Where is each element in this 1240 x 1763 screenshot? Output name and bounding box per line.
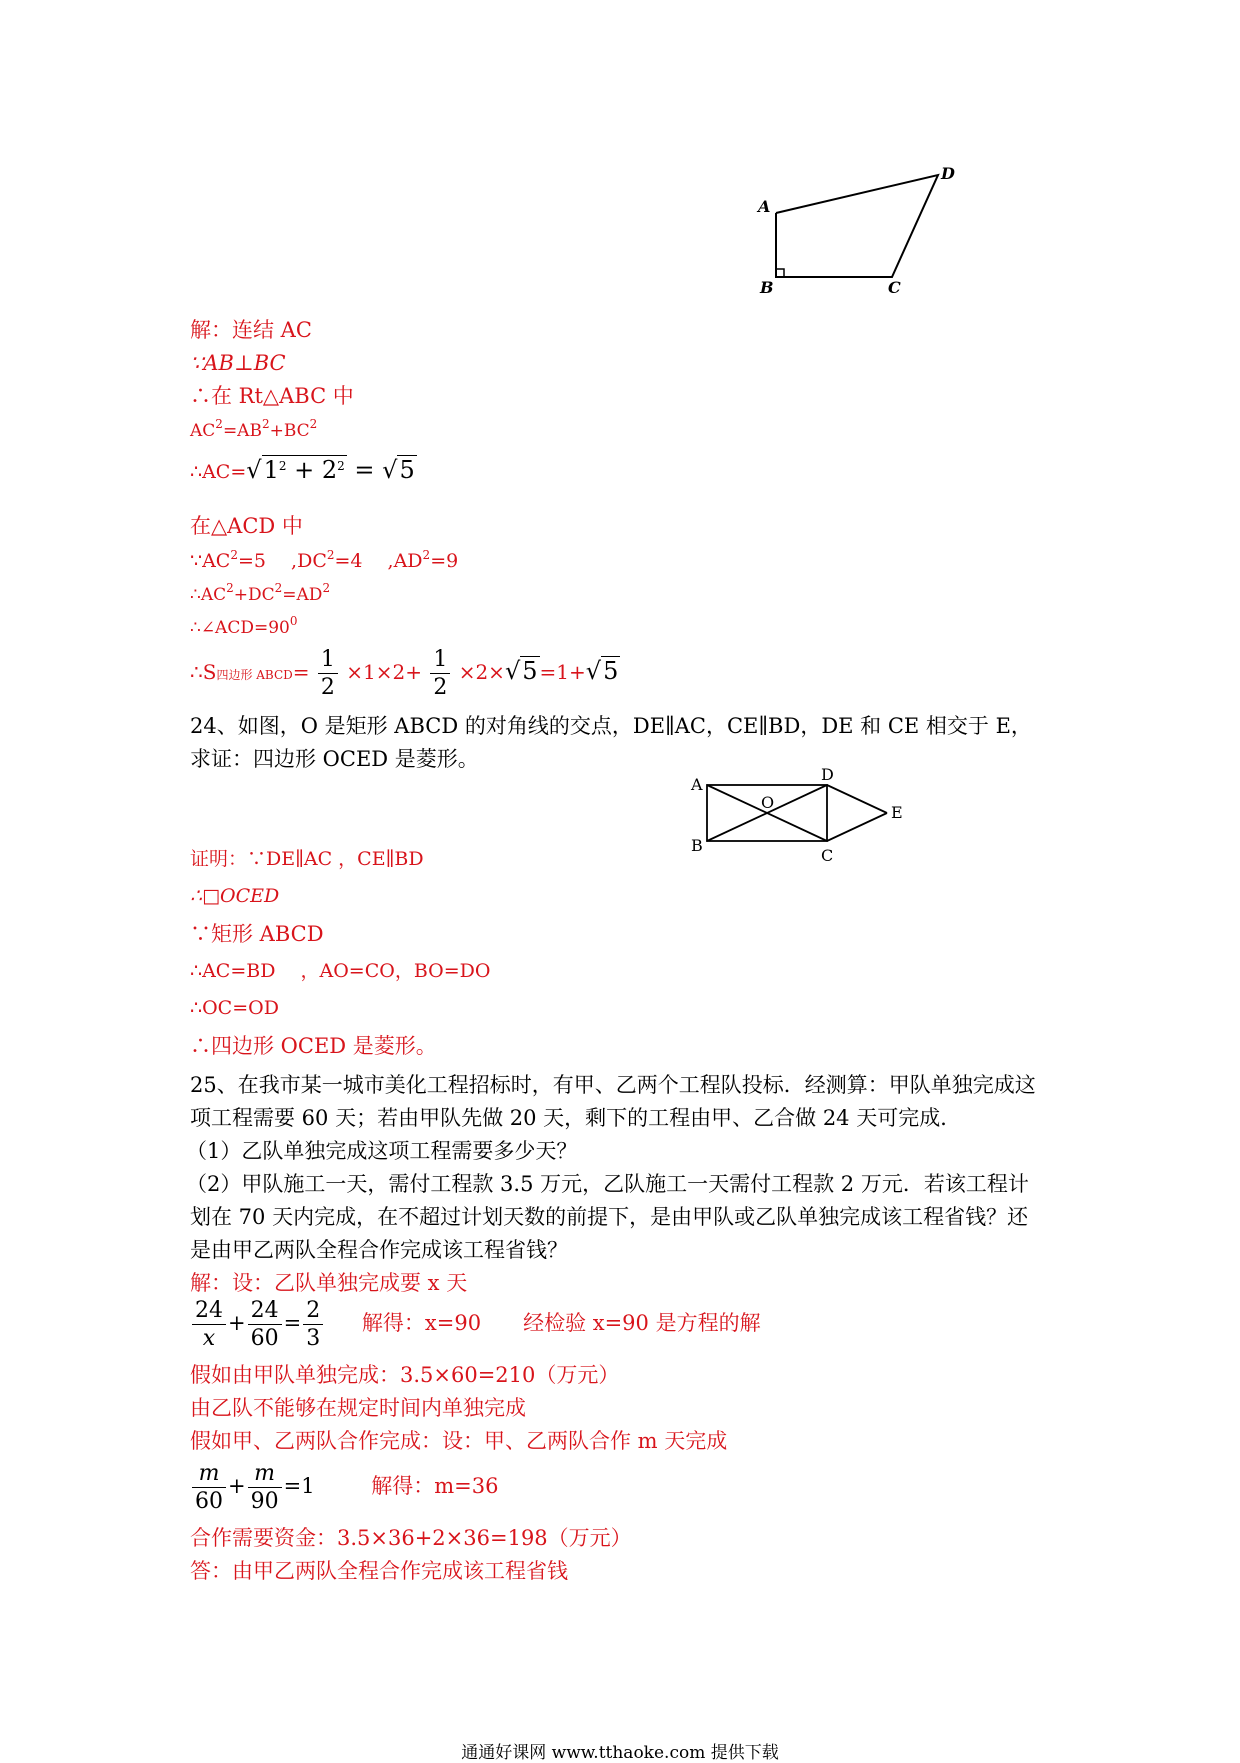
sol25-line3: 假如由甲队单独完成：3.5×60=210（万元） bbox=[190, 1363, 620, 1387]
fraction: $\frac{m}{60}$ bbox=[192, 1462, 226, 1513]
label-E: E bbox=[891, 803, 903, 822]
sqrt-5: √5 bbox=[585, 657, 619, 686]
q25-text5: 划在 70 天内完成，在不超过计划天数的前提下，是由甲队或乙队单独完成该工程省钱？还 bbox=[190, 1205, 1029, 1229]
label-C: C bbox=[888, 278, 901, 295]
sqrt-expression: $√1^2 + 2^2 = √5$ bbox=[246, 456, 415, 484]
footer-source: 通通好课网 www.tthaoke.com 提供下载 bbox=[461, 1743, 779, 1763]
figure-quadrilateral bbox=[740, 155, 970, 295]
sol24-line1: 证明：∵DE∥AC ，CE∥BD bbox=[190, 848, 424, 870]
fraction: $\frac{m}{90}$ bbox=[248, 1462, 282, 1513]
sol25-line4: 由乙队不能够在规定时间内单独完成 bbox=[190, 1396, 526, 1420]
label-B: B bbox=[691, 836, 703, 855]
sol23-line5: $\therefore AC=√1^2 + 2^2 = √5$ bbox=[190, 456, 415, 484]
sol23-line4: $AC^2=AB^2+BC^2$ bbox=[190, 417, 318, 441]
q25-text1: 25、在我市某一城市美化工程招标时，有甲、乙两个工程队投标．经测算：甲队单独完成这 bbox=[190, 1073, 1036, 1097]
sol25-equation1: $\frac{24}{x}$ + $\frac{24}{60}$ = $\frac{2}{3}$ 解得：x=90 经检验 x=90 是方程的解 bbox=[190, 1299, 761, 1350]
sqrt-5: √5 bbox=[504, 657, 538, 686]
sol23-line7: $\because AC^2=5$ $,DC^2=4$ $,AD^2=9$ bbox=[190, 548, 459, 572]
fraction: $\frac{2}{3}$ bbox=[303, 1299, 323, 1350]
q25-text6: 是由甲乙两队全程合作完成该工程省钱？ bbox=[190, 1238, 568, 1262]
sol25-line1: 解：设：乙队单独完成要 x 天 bbox=[190, 1271, 468, 1295]
sol23-line2: ∵AB⊥BC bbox=[190, 351, 286, 375]
q24-text1: 24、如图，O 是矩形 ABCD 的对角线的交点，DE∥AC，CE∥BD，DE 和 CE 相交于 E， bbox=[190, 714, 1032, 738]
fraction: $\frac{24}{60}$ bbox=[248, 1299, 282, 1350]
sol23-line3: ∴在 Rt△ABC 中 bbox=[190, 384, 354, 408]
label-C: C bbox=[821, 846, 834, 865]
sol25-equation2: $\frac{m}{60}$ + $\frac{m}{90}$ =1 解得：m=36 bbox=[190, 1462, 499, 1513]
fraction-half: $\frac{1}{2}$ bbox=[430, 648, 450, 699]
label-D: D bbox=[941, 164, 955, 183]
sol24-line5: ∴OC=OD bbox=[190, 997, 279, 1019]
sol24-line6: ∴四边形 OCED 是菱形。 bbox=[190, 1034, 437, 1058]
q25-text4: （2）甲队施工一天，需付工程款 3.5 万元，乙队施工一天需付工程款 2 万元．若该工程计 bbox=[186, 1172, 1029, 1196]
sol23-line9: $\therefore\angle ACD=90^0$ bbox=[190, 614, 298, 638]
sol23-area-formula: ∴S四边形 ABCD= $\frac{1}{2}$ ×1×2+ $\frac{1}{2}$ ×2×√5 =1+√5 bbox=[190, 647, 619, 701]
segment-DE bbox=[827, 785, 887, 813]
sol23-line8: $\therefore AC^2+DC^2=AD^2$ bbox=[190, 581, 331, 605]
sol24-line3: ∵矩形 ABCD bbox=[190, 922, 324, 946]
sol24-line4: ∴AC=BD ，AO=CO，BO=DO bbox=[190, 960, 491, 982]
quad-outline bbox=[776, 175, 938, 277]
sol23-line1: 解：连结 AC bbox=[190, 318, 312, 342]
label-A: A bbox=[691, 775, 703, 794]
sol23-line6: 在△ACD 中 bbox=[190, 514, 303, 538]
label-A: A bbox=[758, 197, 771, 216]
sol24-line2: ∴□OCED bbox=[190, 885, 280, 907]
q25-text3: （1）乙队单独完成这项工程需要多少天？ bbox=[186, 1139, 578, 1163]
sol25-line5: 假如甲、乙两队合作完成：设：甲、乙两队合作 m 天完成 bbox=[190, 1429, 728, 1453]
label-D: D bbox=[821, 765, 834, 784]
q24-text2: 求证：四边形 OCED 是菱形。 bbox=[190, 747, 479, 771]
fraction-half: $\frac{1}{2}$ bbox=[318, 648, 338, 699]
fraction: $\frac{24}{x}$ bbox=[192, 1299, 226, 1350]
label-B: B bbox=[760, 278, 774, 295]
segment-CE bbox=[827, 813, 887, 841]
right-angle-mark bbox=[776, 269, 784, 277]
sol25-line7: 合作需要资金：3.5×36+2×36=198（万元） bbox=[190, 1526, 632, 1550]
label-O: O bbox=[761, 793, 775, 812]
sol25-line8: 答：由甲乙两队全程合作完成该工程省钱 bbox=[190, 1559, 568, 1583]
q25-text2: 项工程需要 60 天；若由甲队先做 20 天，剩下的工程由甲、乙合做 24 天可完成． bbox=[190, 1106, 962, 1130]
figure-rectangle-rhombus bbox=[685, 765, 920, 875]
